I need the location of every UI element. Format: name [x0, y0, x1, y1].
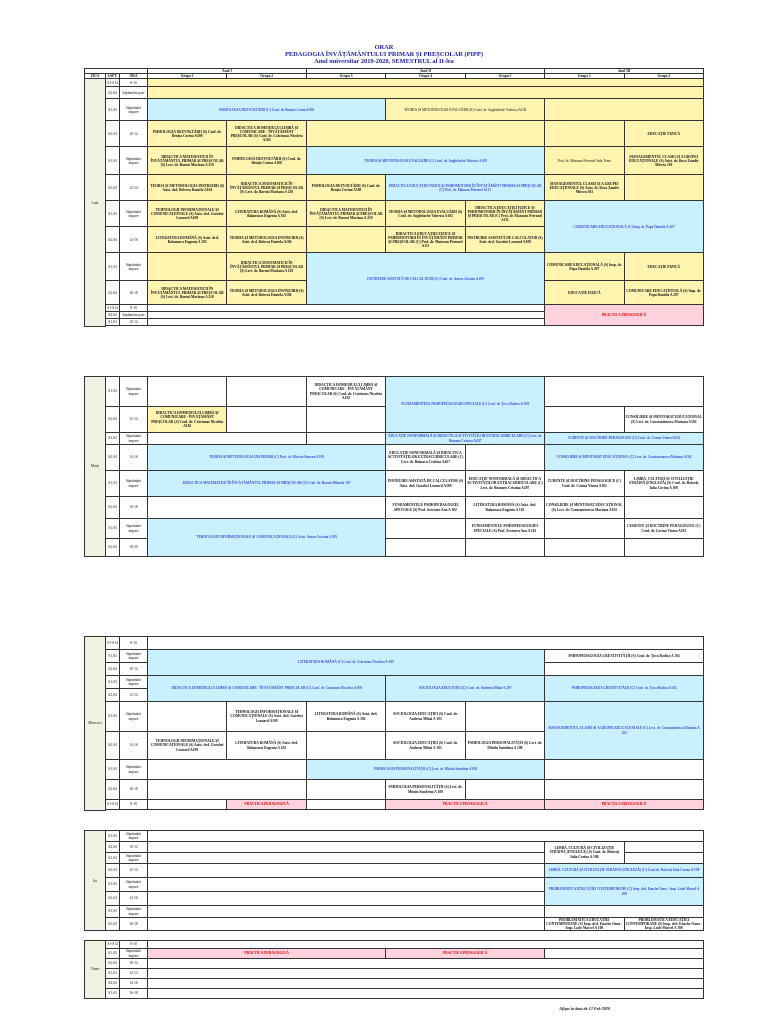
week-cell: S1-S14	[106, 800, 120, 810]
course-cell: PROBLEMATICA EDUCAȚIEI CONTEMPORANE (S) Insp. drd. Enache Oana - Insp. Lude Marcel A 108	[546, 918, 623, 931]
week-cell: S2,S4	[106, 689, 120, 702]
course-cell: PROBLEMATICA EDUCAȚIEI CONTEMPORANE (C) Insp. drd. Enache Oana - Insp. Lude Marcel A 108	[545, 878, 704, 906]
course-cell: PSIHOLOGIA DEZVOLTĂRII (S) Conf. dr. Benția Corina A108	[227, 147, 306, 175]
course-cell: DIDACTICA MATEMATICII ÎN ÎNVĂȚĂMÂNTUL PRIMAR ȘI PREȘCOLAR (S) Lect. dr. Baroni Mariana A 210	[148, 147, 227, 175]
course-cell: Prof. dr. Maturan Petronel Sala Tenis	[545, 147, 624, 175]
timetable-grid-part1	[84, 68, 704, 327]
group-header: Grupa 5	[465, 74, 544, 79]
week-cell: S1,S3	[106, 319, 120, 326]
course-cell: SOCIOLOGIA EDUCAȚIEI (S) Conf. dr. Andreas Mihai A 103	[386, 732, 465, 760]
course-cell: COMUNICARE EDUCAȚIONALĂ (S) Insp. dr. Popa Daniela A 207	[545, 253, 624, 281]
week-cell: S2,S4	[106, 918, 120, 931]
course-cell: EDUCAȚIE NONFORMALĂ ȘI DIDACTICA ACTIVITĂȚILOR EXTRACURRICULARE (C) Lect. dr. Butnaru Cristina A207	[465, 471, 544, 497]
course-cell: PSIHOPEDAGOGIA CREATIVITĂȚII (C) Conf. dr. Țoca Rodica A102	[545, 676, 704, 702]
course-cell: FUNDAMENTELE PSIHOPEDAGOGIEI SPECIALE (S) Prof. Scortaru Ana A 102	[465, 519, 544, 539]
week-cell: S2,S4	[106, 227, 120, 253]
time-cell: 14-16	[120, 732, 148, 760]
timetable-title: ORAR	[374, 44, 394, 51]
week-cell: S1,S3	[106, 989, 120, 999]
course-cell: DIDACTICA DOMENIULUI LIMBĂ ȘI COMUNICARE - ÎNVĂȚĂMÂNT PREȘCOLAR (C) Conf. dr. Crăciunas Nicoleta A108	[148, 676, 386, 702]
time-cell: 8-10	[120, 305, 148, 312]
time-cell: 12-14	[120, 864, 148, 878]
course-cell: CONSILIERE ȘI MENTORAT EDUCAȚIONAL (C) Lect. dr. Constantinescu Mariana A102	[545, 445, 704, 471]
time-cell: 16-18	[120, 918, 148, 931]
week-cell: S2,S4	[106, 175, 120, 201]
week-cell: S2,S4	[106, 312, 120, 319]
week-cell: S1,S3	[106, 760, 120, 780]
course-cell: MANAGEMENTUL CLASEI ȘI A GRUPEI EDUCAȚIONALE (S) Asist. dr. Roca Zamfir Mircea 103	[545, 175, 624, 201]
course-cell: LIMBĂ, CULTURĂ ȘI CIVILIZAȚIE STRĂINĂ (ENGLEZĂ) (S) Conf. dr. Bolovăț Iulia Corina A 108	[624, 471, 703, 497]
week-cell: S1,S3	[106, 906, 120, 918]
course-cell: CONSILIERE ȘI MENTORAT EDUCAȚIONAL (S) Lect. dr. Constantinescu Mariana A102	[545, 497, 624, 519]
week-cell: S1,S3	[106, 147, 120, 175]
week-cell: S1,S3	[106, 650, 120, 663]
week-cell: S1,S3	[106, 433, 120, 445]
course-cell: DIDACTICA MATEMATICII ÎN ÎNVĂȚĂMÂNTUL PRIMAR ȘI PREȘCOLAR (C) Conf. dr. Baroni Mihaela 107	[148, 471, 386, 497]
day-label-friday: Vineri	[85, 941, 106, 999]
year-header: Anul III	[545, 69, 704, 74]
course-cell: PSIHOPEDAGOGIA CREATIVITĂȚII (S) Conf. dr. Țoca Rodica A 102	[545, 650, 704, 663]
week-cell: S2,S4	[106, 732, 120, 760]
course-cell: PSIHOLOGIA DEZVOLTĂRII (C) Conf. dr. Benția Corina A108	[148, 99, 386, 121]
course-cell: CURENTE ȘI DOCTRINE PEDAGOGICE (C) Conf. dr. Corina Vintea A102	[545, 471, 624, 497]
week-cell: Săptămâni impare	[120, 676, 148, 689]
course-cell: DIDACTICA EDUCAȚIEI FIZICE ȘI PSIHOMOTORII ÎN ÎNVĂȚĂMÂNT PRIMAR ȘI PREȘCOLAR (C) Prof. dr. Maturan Petronel A111	[465, 201, 544, 227]
week-cell: S1,S3	[106, 471, 120, 497]
timetable-grid-thursday	[84, 830, 704, 931]
course-cell: PROBLEMATICA EDUCAȚIEI CONTEMPORANE (S) Insp. drd. Enache Oana - Insp. Lude Marcel A 108	[625, 918, 702, 931]
week-cell: S1,S3	[106, 99, 120, 121]
course-cell: DIDACTICA EDUCAȚIEI FIZICE ȘI PSIHOMOTORII ÎN ÎNVĂȚĂMÂNT PRIMAR ȘI PREȘCOLAR (C) Prof. dr. Maturan Petronel A111	[386, 175, 545, 201]
week-cell: Săptămâni impare	[120, 253, 148, 281]
course-cell: TEORIA ȘI METODOLOGIA INSTRUIRII (S) Asist. drd. Belecea Daniela A104	[227, 281, 306, 305]
week-cell: Săptămâni impare	[120, 201, 148, 227]
course-cell: LITERATURA ROMÂNĂ (S) Asist. drd. Balaneacu Eugenia A 102	[227, 732, 306, 760]
col-header-week: SĂPT.	[106, 74, 120, 79]
week-cell: Săptămâni impare	[120, 433, 148, 445]
course-cell: INSTRUIRE ASISTATĂ DE CALCULATOR (S) Asist. drd. Gorobei Leonard A109	[386, 471, 465, 497]
week-cell: S2,S4	[106, 959, 120, 969]
footer-note: Afișat în data de 12 Feb 2020	[559, 1006, 610, 1011]
week-cell: S1,S3	[106, 676, 120, 689]
group-header: Grupa 1	[545, 74, 624, 79]
course-cell: EDUCAȚIE NONFORMALĂ ȘI DIDACTICA ACTIVITĂȚILOR EXTRACURRICULARE (C) Lect. dr. Butnaru Cristina A207	[386, 433, 545, 445]
week-cell: S2,S4	[106, 979, 120, 989]
week-cell: S1-S14	[106, 637, 120, 650]
course-cell: DIDACTICA MATEMATICII ÎN ÎNVĂȚĂMÂNTUL PRIMAR ȘI PREȘCOLAR (S) Lect. dr. Baroni Mariana A 210	[227, 175, 306, 201]
week-cell: S1,S3	[106, 519, 120, 539]
course-cell: DIDACTICA MATEMATICII ÎN ÎNVĂȚĂMÂNTUL PRIMAR ȘI PREȘCOLAR (S) Lect. dr. Baroni Mariana A 210	[148, 281, 227, 305]
time-cell: 16-18	[120, 989, 148, 999]
course-cell: COMUNICARE EDUCAȚIONALĂ (C) Insp. dr. Popa Daniela A 207	[545, 201, 704, 253]
course-cell: LITERATURA ROMÂNĂ (S) Asist. drd. Balaneacu Eugenia A 102	[148, 227, 227, 253]
week-cell: Săptămâni pare	[120, 87, 148, 99]
time-cell: 12-14	[120, 689, 148, 702]
time-cell: 18-20	[120, 539, 148, 557]
timetable-subtitle: PEDAGOGIA ÎNVĂȚĂMÂNTULUI PRIMAR ȘI PREȘCOLAR (PIPP)	[285, 51, 483, 58]
course-cell: DIDACTICA EDUCAȚIEI FIZICE ȘI PSIHOMOTORII ÎN ÎNVĂȚĂMÂNT PRIMAR ȘI PREȘCOLAR (C) Prof. dr. Maturan Petronel A111	[386, 227, 465, 253]
week-cell: S2,S4	[106, 87, 120, 99]
time-cell: 12-14	[120, 969, 148, 979]
practica-cell: PRACTICA PEDAGOGICĂ	[545, 305, 704, 326]
group-header: Grupa 2	[624, 74, 703, 79]
course-cell: LITERATURA ROMÂNĂ (S) Asist. drd. Balaneacu Eugenia A 102	[465, 497, 544, 519]
course-cell: CURENTE ȘI DOCTRINE PEDAGOGICE (C) Conf. dr. Corina Vintea A102	[624, 519, 703, 539]
group-header: Grupa 2	[227, 74, 306, 79]
course-cell: EDUCAȚIE FIZICĂ	[624, 121, 703, 147]
timetable-grid-friday	[84, 940, 704, 999]
course-cell: PSIHOLOGIA PERSONALITĂȚII (C) Lect. dr. Mitulu Sandrina A108	[306, 760, 544, 780]
course-cell: LIMBĂ, CULTURĂ ȘI CIVILIZAȚIE STRĂINĂ (ENGLEZĂ) (S) Conf. dr. Bolovăț Iulia Corina A 108	[545, 842, 624, 864]
week-cell: Săptămâni impare	[120, 906, 148, 918]
week-cell: S1-S14	[106, 79, 120, 87]
course-cell: DIDACTICA DOMENIULUI LIMBĂ ȘI COMUNICARE - ÎNVĂȚĂMÂNT PREȘCOLAR (S) Conf. dr. Crăciunas Nicoleta A102	[148, 407, 227, 433]
course-cell: FUNDAMENTELE PSIHOPEDAGOGIEI SPECIALE (C) Conf. dr. Țoca Rodica A 108	[386, 377, 545, 433]
time-cell: 10-12	[120, 842, 148, 853]
group-header: Grupa 4	[386, 74, 465, 79]
time-cell: 16-18	[120, 497, 148, 519]
time-cell: 8-10	[120, 637, 148, 650]
course-cell: TEORIA ȘI METODOLOGIA INSTRUIRII (S) Asist. drd. Belecea Daniela A104	[227, 227, 306, 253]
academic-year: Anul universitar 2019-2020, SEMESTRUL al II-lea	[314, 58, 454, 65]
course-cell: LITERATURA ROMÂNĂ (S) Asist. drd. Balaneacu Eugenia A 102	[306, 702, 385, 732]
week-cell: S2,S4	[106, 864, 120, 878]
week-cell: Săptămâni impare	[120, 471, 148, 497]
course-cell: COMUNICARE EDUCAȚIONALĂ (S) Insp. dr. Popa Daniela A 207	[624, 281, 703, 305]
time-cell: 14-16	[120, 892, 148, 906]
course-cell: MANAGEMENTUL CLASEI ȘI A GRUPEI EDUCAȚIONALE (C) Lect. dr. Constantinescu Mariana A 102	[545, 702, 704, 760]
time-cell: 10-12	[120, 959, 148, 969]
week-cell: S1,S3	[106, 878, 120, 892]
week-cell: Săptămâni impare	[120, 650, 148, 663]
week-cell: S1,S3	[106, 253, 120, 281]
week-cell: S1,S3	[106, 702, 120, 732]
year-header: Anul I	[148, 69, 307, 74]
time-cell: 16-18	[120, 281, 148, 305]
course-cell: DIDACTICA MATEMATICII ÎN ÎNVĂȚĂMÂNTUL PRIMAR ȘI PREȘCOLAR (S) Lect. dr. Baroni Mariana A 210	[306, 201, 385, 227]
course-cell: CONSILIERE ȘI MENTORAT EDUCAȚIONAL (S) Lect. dr. Constantinescu Mariana A102	[624, 407, 703, 433]
week-cell: S2,S4	[106, 842, 120, 853]
time-cell: 12-14	[120, 407, 148, 433]
course-cell: MANAGEMENTUL CLASEI ȘI A GRUPEI EDUCAȚIONALE (S) Asist. dr. Roca Zamfir Mircea 103	[624, 147, 703, 175]
week-cell: S2,S4	[106, 121, 120, 147]
course-cell: DIDACTICA DOMENIULUI LIMBĂ ȘI COMUNICARE - ÎNVĂȚĂMÂNT PREȘCOLAR (S) Conf. dr. Crăciunas Nicoleta A102	[306, 377, 385, 407]
time-cell: 12-14	[120, 175, 148, 201]
course-cell: LITERATURA ROMÂNĂ (C) Conf. dr. Crăciunas Nicoleta A 109	[148, 650, 545, 676]
col-header-time: ORA	[120, 74, 148, 79]
course-cell: SOCIOLOGIA EDUCAȚIEI (C) Conf. dr. Andreas Mihai A 207	[386, 676, 545, 702]
group-header: Grupa 1	[148, 74, 227, 79]
week-cell: Săptămâni impare	[120, 831, 148, 842]
course-cell: TEHNOLOGII INFORMAȚIONALE ȘI COMUNICAȚIONALE (S) Asist. drd. Gorobei Leonard A109	[148, 732, 227, 760]
time-cell: 14-16	[120, 979, 148, 989]
course-cell: LITERATURA ROMÂNĂ (S) Asist. drd. Balaneacu Eugenia A 102	[227, 201, 306, 227]
day-label-tuesday: Marți	[85, 377, 106, 557]
course-cell: FUNDAMENTELE PSIHOPEDAGOGIEI SPECIALE (S) Prof. Scortaru Ana A 102	[386, 497, 465, 519]
week-cell: S1,S3	[106, 377, 120, 407]
timetable-grid-part2	[84, 636, 704, 811]
time-cell: 8-10	[120, 79, 148, 87]
course-cell: TEHNOLOGII INFORMAȚIONALE ȘI COMUNICAȚIONALE (C) Asist. Anton Cristina A109	[148, 519, 386, 557]
time-cell: 14-16	[120, 227, 148, 253]
practica-cell: PRACTICA PEDAGOGICĂ	[386, 800, 545, 810]
week-cell: S2,S4	[106, 663, 120, 676]
practica-cell: PRACTICA PEDAGOGICĂ	[148, 949, 386, 959]
week-cell: Săptămâni impare	[120, 949, 148, 959]
week-cell: S1,S3	[106, 853, 120, 864]
practica-cell: PRACTICA PEDAGOGICĂ	[227, 800, 306, 810]
week-cell: Săptămâni impare	[120, 878, 148, 892]
course-cell: INSTRUIRE ASISTATĂ DE CALCULATOR (S) Asist. drd. Gorobei Leonard A109	[465, 227, 544, 253]
week-cell: S1,S3	[106, 969, 120, 979]
course-cell: TEHNOLOGII INFORMAȚIONALE ȘI COMUNICAȚIONALE (S) Asist. drd. Gorobei Leonard A109	[227, 702, 306, 732]
time-cell: 16-18	[120, 780, 148, 800]
practica-cell: PRACTICA PEDAGOGICĂ	[386, 949, 545, 959]
week-cell: Săptămâni pare	[120, 312, 148, 319]
course-cell: INSTRUIRE ASISTATĂ DE CALCULATOR (C) Conf. dr. Anton Cristina A109	[306, 253, 544, 305]
week-cell: Săptămâni impare	[120, 519, 148, 539]
course-cell: PSIHOLOGIA PERSONALITĂȚII (S) Lect. dr. Mitulu Sandrina A 108	[465, 732, 544, 760]
course-cell: EDUCAȚIE NONFORMALĂ ȘI DIDACTICA ACTIVITĂȚILOR EXTRACURRICULARE (C) Lect. dr. Butnaru Cristina A207	[386, 445, 465, 471]
course-cell: TEORIA ȘI METODOLOGIA INSTRUIRII (C) Prof. dr. Mocelu Simona A109	[148, 445, 386, 471]
course-cell: TEHNOLOGII INFORMAȚIONALE ȘI COMUNICAȚIONALE (S) Asist. drd. Gorobei Leonard A109	[148, 201, 227, 227]
course-cell: PSIHOLOGIA DEZVOLTĂRII (S) Conf. dr. Benția Corina A108	[148, 121, 227, 147]
week-cell: Săptămâni impare	[120, 853, 148, 864]
time-cell: 10-12	[120, 121, 148, 147]
course-cell: TEORIA ȘI METODOLOGIA EVALUĂRII (S) Conf. dr. Anghelache Valerica A102	[386, 201, 465, 227]
week-cell: Săptămâni impare	[120, 702, 148, 732]
week-cell: S2,S4	[106, 407, 120, 433]
course-cell: PSIHOLOGIA PERSONALITĂȚII (S) Lect. dr. Mitulu Sandrina A 108	[386, 780, 465, 800]
week-cell: S2,S4	[106, 892, 120, 906]
group-header: Grupa 3	[306, 74, 385, 79]
course-cell: EDUCAȚIE FIZICĂ	[545, 281, 624, 305]
course-cell: SOCIOLOGIA EDUCAȚIEI (S) Conf. dr. Andreas Mihai A 103	[386, 702, 465, 732]
practica-cell: PRACTICA PEDAGOGICĂ	[545, 800, 704, 810]
course-cell: DIDACTICA DOMENIULUI LIMBĂ ȘI COMUNICARE - ÎNVĂȚĂMÂNT PREȘCOLAR (S) Conf. dr. Crăciunas Nicoleta A102	[227, 121, 306, 147]
course-cell: LIMBĂ, CULTURĂ ȘI CIVILIZAȚIE STRĂINĂ (ENGLEZĂ) (C) Conf.dr. Bolovăț Iulia Corina A 108	[545, 864, 704, 878]
day-label-wednesday: Miercu ri	[85, 637, 106, 811]
week-cell: Săptămâni impare	[120, 147, 148, 175]
year-header: Anul II	[306, 69, 544, 74]
week-cell: Săptămâni impare	[120, 377, 148, 407]
course-cell: PSIHOLOGIA DEZVOLTĂRII (S) Conf. dr. Benția Corina A108	[306, 175, 385, 201]
time-cell: 8-10	[120, 800, 148, 810]
week-cell: S2,S4	[106, 445, 120, 471]
course-cell: TEORIA ȘI METODOLOGIA EVALUĂRII (C) Conf. dr. Anghelache Valerica A109	[306, 147, 544, 175]
col-header-day: ZIUA	[85, 74, 106, 79]
time-cell: 10-12	[120, 319, 148, 326]
course-cell: EDUCAȚIE FIZICĂ	[624, 253, 703, 281]
time-cell: 10-12	[120, 663, 148, 676]
week-cell: S1,S3	[106, 831, 120, 842]
week-cell: S2,S4	[106, 497, 120, 519]
course-cell: DIDACTICA MATEMATICII ÎN ÎNVĂȚĂMÂNTUL PRIMAR ȘI PREȘCOLAR (S) Lect. dr. Baroni Mariana A 210	[227, 253, 306, 281]
week-cell: S1,S3	[106, 949, 120, 959]
week-cell: S2,S4	[106, 281, 120, 305]
week-cell: S1-S14	[107, 306, 118, 311]
week-cell: S1,S3	[106, 201, 120, 227]
week-cell: S2,S4	[106, 780, 120, 800]
day-label-monday: Luni	[85, 79, 106, 327]
course-cell: TEORIA ȘI METODOLOGIA INSTRUIRII (S) Asist. drd. Belecea Daniela A104	[148, 175, 227, 201]
day-label-thursday: Joi	[85, 831, 106, 931]
week-cell: S1-S14	[106, 941, 120, 949]
week-cell: Săptămâni impare	[120, 760, 148, 780]
week-cell: S2,S4	[106, 539, 120, 557]
time-cell: 8-10	[120, 941, 148, 949]
course-cell: TEORIA ȘI METODOLOGIA EVALUĂRII (S) Conf. dr. Anghelache Valerica A102	[386, 99, 545, 121]
time-cell: 14-16	[120, 445, 148, 471]
timetable-grid-tuesday	[84, 376, 704, 557]
week-cell: Săptămâni impare	[120, 99, 148, 121]
course-cell: CURENTE ȘI DOCTRINE PEDAGOGICE (C) Conf. dr. Corina Vintea A102	[545, 433, 704, 445]
